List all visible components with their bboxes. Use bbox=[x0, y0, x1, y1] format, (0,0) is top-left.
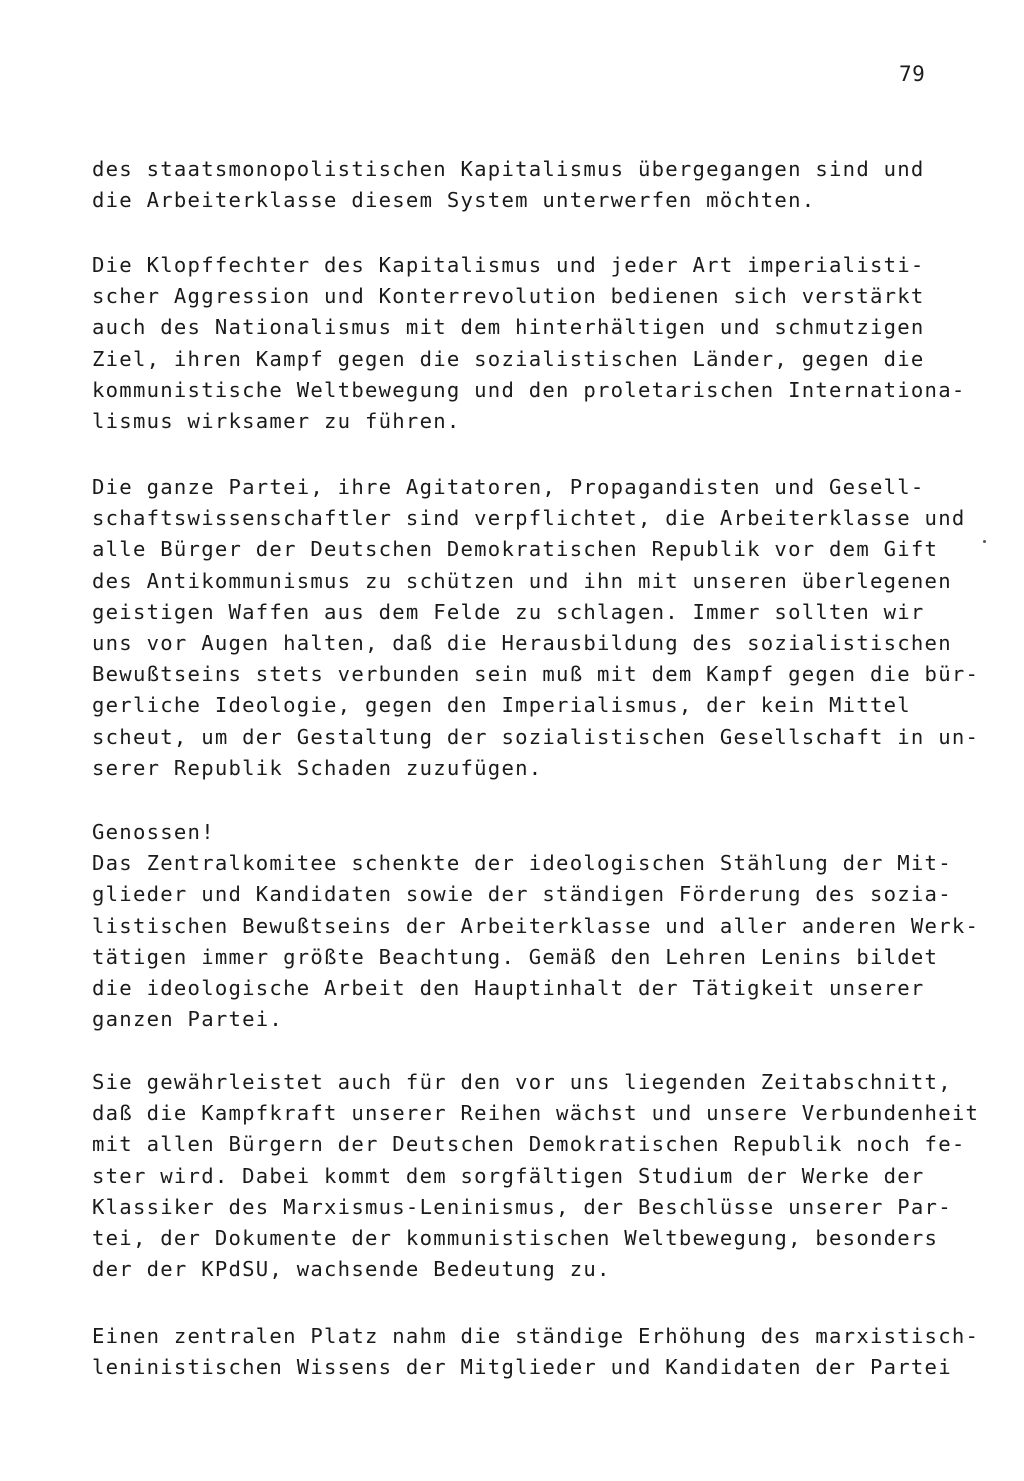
text-line: scheut, um der Gestaltung der sozialistischen Gesellschaft in un- bbox=[92, 724, 980, 749]
text-line: leninistischen Wissens der Mitglieder und Kandidaten der Partei bbox=[92, 1355, 952, 1380]
text-line: der der KPdSU, wachsende Bedeutung zu. bbox=[92, 1257, 611, 1282]
text-line: tei, der Dokumente der kommunistischen Weltbewegung, besonders bbox=[92, 1225, 939, 1250]
text-line: die Arbeiterklasse diesem System unterwerfen möchten. bbox=[92, 188, 816, 213]
paragraph-2 bbox=[92, 250, 966, 437]
text-line: daß die Kampfkraft unserer Reihen wächst und unsere Verbundenheit bbox=[92, 1101, 980, 1126]
text-line: listischen Bewußtseins der Arbeiterklasse und aller anderen Werk- bbox=[92, 913, 980, 938]
text-line: alle Bürger der Deutschen Demokratischen Republik vor dem Gift bbox=[92, 537, 939, 562]
paragraph-6 bbox=[92, 1321, 980, 1383]
text-line: lismus wirksamer zu führen. bbox=[92, 408, 461, 433]
text-line: serer Republik Schaden zuzufügen. bbox=[92, 755, 543, 780]
text-line: auch des Nationalismus mit dem hinterhältigen und schmutzigen bbox=[92, 315, 925, 340]
text-line: Sie gewährleistet auch für den vor uns liegenden Zeitabschnitt, bbox=[92, 1070, 952, 1094]
text-line: Einen zentralen Platz nahm die ständige Erhöhung des marxistisch- bbox=[92, 1324, 980, 1348]
text-line: tätigen immer größte Beachtung. Gemäß den Lehren Lenins bildet bbox=[92, 944, 939, 969]
text-line: Das Zentralkomitee schenkte der ideologischen Stählung der Mit- bbox=[92, 851, 952, 876]
text-line: des staatsmonopolistischen Kapitalismus übergegangen sind und bbox=[92, 157, 925, 181]
text-line: Die Klopffechter des Kapitalismus und jeder Art imperialisti- bbox=[92, 253, 925, 277]
text-line: des Antikommunismus zu schützen und ihn mit unseren überlegenen bbox=[92, 568, 952, 593]
text-line: ster wird. Dabei kommt dem sorgfältigen Studium der Werke der bbox=[92, 1163, 925, 1188]
paragraph-4 bbox=[92, 817, 980, 1035]
text-line: kommunistische Weltbewegung und den proletarischen Internationa- bbox=[92, 377, 966, 402]
paragraph-1 bbox=[92, 154, 952, 216]
text-line: ganzen Partei. bbox=[92, 1007, 284, 1032]
text-line: uns vor Augen halten, daß die Herausbildung des sozialistischen bbox=[92, 630, 952, 655]
paragraph-5 bbox=[92, 1067, 980, 1285]
scan-speck bbox=[983, 540, 986, 543]
text-line: Bewußtseins stets verbunden sein muß mit dem Kampf gegen die bür- bbox=[92, 662, 980, 687]
text-line: Die ganze Partei, ihre Agitatoren, Propagandisten und Gesell- bbox=[92, 475, 925, 499]
text-line: schaftswissenschaftler sind verpflichtet, die Arbeiterklasse und bbox=[92, 506, 966, 531]
paragraph-3 bbox=[92, 472, 980, 784]
text-line: die ideologische Arbeit den Hauptinhalt der Tätigkeit unserer bbox=[92, 975, 925, 1000]
text-line: Ziel, ihren Kampf gegen die sozialistischen Länder, gegen die bbox=[92, 346, 925, 371]
text-line: Genossen! bbox=[92, 820, 215, 844]
text-line: mit allen Bürgern der Deutschen Demokratischen Republik noch fe- bbox=[92, 1132, 966, 1157]
text-line: Klassiker des Marxismus-Leninismus, der Beschlüsse unserer Par- bbox=[92, 1194, 952, 1219]
text-line: gerliche Ideologie, gegen den Imperialismus, der kein Mittel bbox=[92, 693, 911, 718]
text-line: scher Aggression und Konterrevolution bedienen sich verstärkt bbox=[92, 284, 925, 309]
text-line: geistigen Waffen aus dem Felde zu schlagen. Immer sollten wir bbox=[92, 599, 925, 624]
page-number: 79 bbox=[899, 62, 926, 86]
text-line: glieder und Kandidaten sowie der ständigen Förderung des sozia- bbox=[92, 882, 952, 907]
